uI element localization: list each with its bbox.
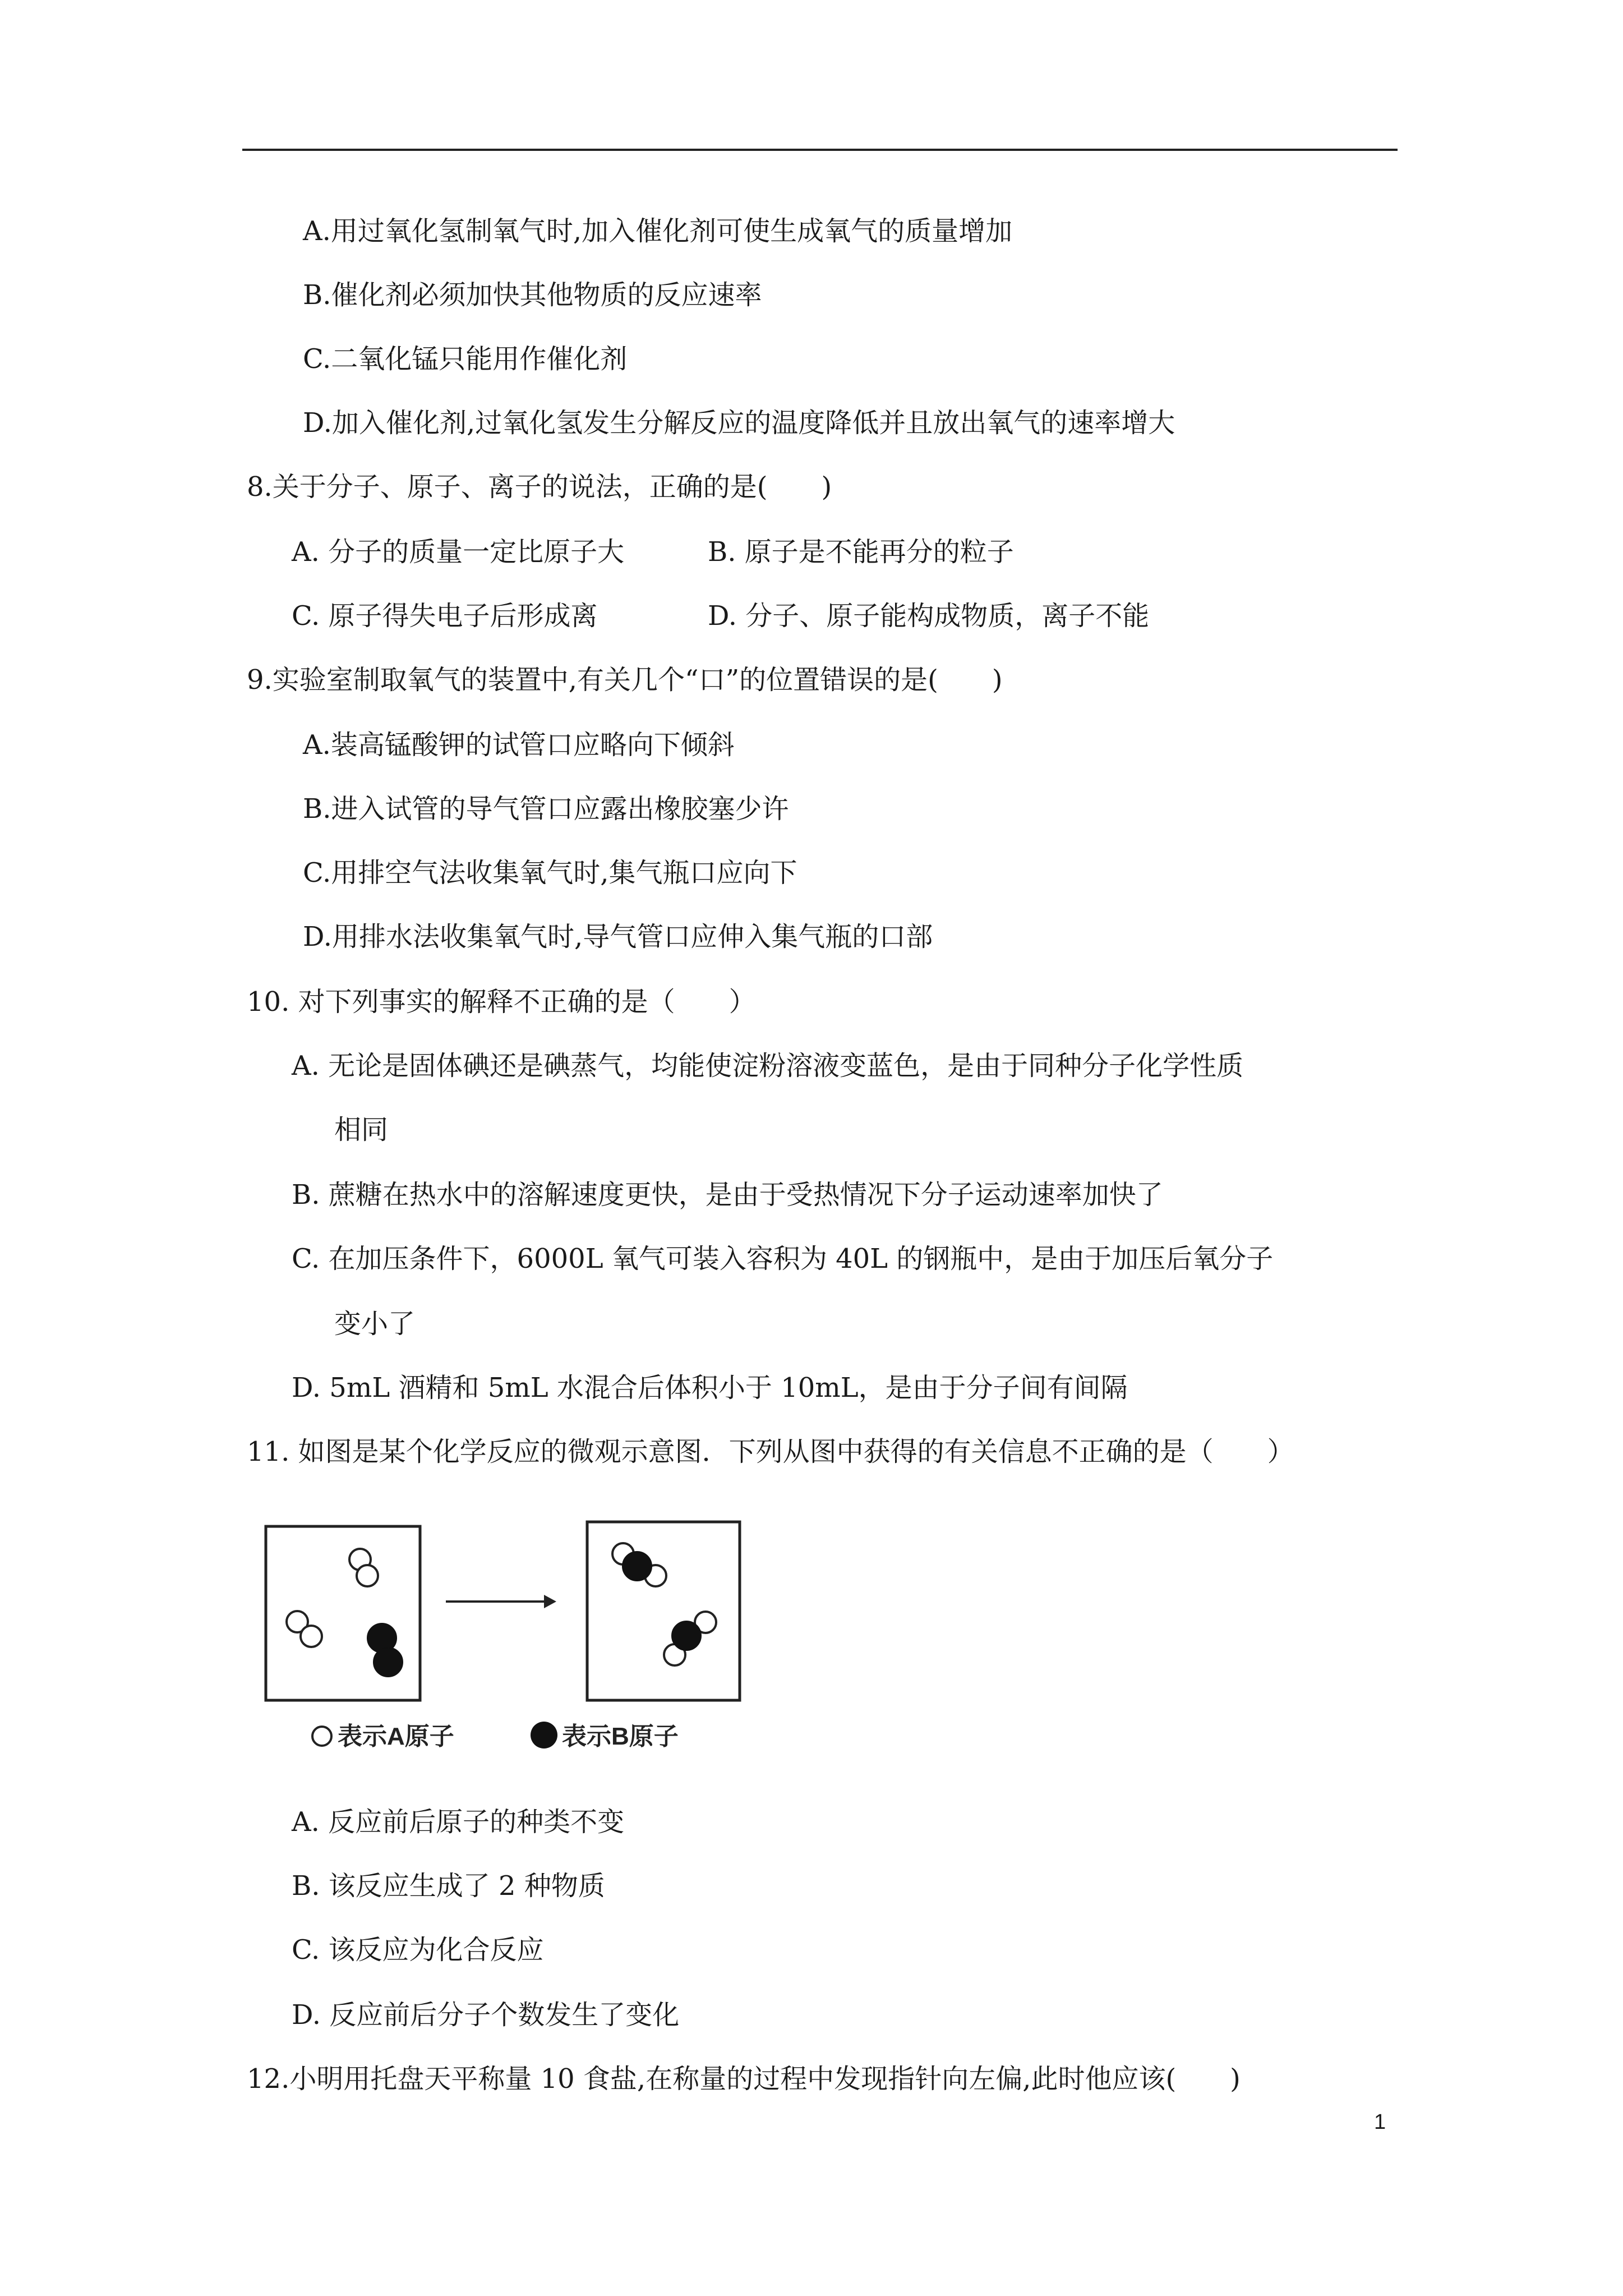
atom-b	[623, 1552, 652, 1581]
legend-a-label: 表示A原子	[338, 1723, 454, 1750]
q8-option-a: A. 分子的质量一定比原子大	[292, 536, 625, 568]
q8-option-c: C. 原子得失电子后形成离	[292, 600, 598, 632]
q12-stem: 12.小明用托盘天平称量 10 食盐,在称量的过程中发现指针向左偏,此时他应该( )	[247, 2063, 1241, 2095]
legend-atom-a-icon	[312, 1727, 331, 1746]
q10-stem: 10. 对下列事实的解释不正确的是（ ）	[247, 986, 756, 1018]
q7-option-a: A.用过氧化氢制氧气时,加入催化剂可使生成氧气的质量增加	[303, 215, 1013, 247]
atom-a	[357, 1565, 378, 1586]
header-rule	[242, 149, 1398, 151]
q9-option-b: B.进入试管的导气管口应露出橡胶塞少许	[303, 793, 789, 825]
q8-stem: 8.关于分子、原子、离子的说法，正确的是( )	[247, 471, 832, 503]
q7-option-d: D.加入催化剂,过氧化氢发生分解反应的温度降低并且放出氧气的速率增大	[303, 407, 1175, 439]
q10-option-a-line2: 相同	[334, 1114, 389, 1145]
q10-option-d: D. 5mL 酒精和 5mL 水混合后体积小于 10mL，是由于分子间有间隔	[292, 1372, 1128, 1404]
q10-option-b: B. 蔗糖在热水中的溶解速度更快，是由于受热情况下分子运动速率加快了	[292, 1179, 1163, 1211]
q11-option-b: B. 该反应生成了 2 种物质	[292, 1870, 605, 1902]
q11-option-d: D. 反应前后分子个数发生了变化	[292, 1999, 680, 2031]
q9-option-a: A.装高锰酸钾的试管口应略向下倾斜	[303, 729, 735, 761]
q10-option-c-line2: 变小了	[334, 1308, 416, 1340]
reaction-diagram	[259, 1517, 753, 1759]
q7-option-b: B.催化剂必须加快其他物质的反应速率	[303, 279, 762, 311]
atom-b	[374, 1648, 403, 1677]
q9-stem: 9.实验室制取氧气的装置中,有关几个“口”的位置错误的是( )	[247, 664, 1003, 696]
q11-option-c: C. 该反应为化合反应	[292, 1934, 544, 1966]
q9-option-d: D.用排水法收集氧气时,导气管口应伸入集气瓶的口部	[303, 921, 933, 953]
reaction-diagram-svg	[259, 1517, 753, 1759]
q10-option-c-line1: C. 在加压条件下，6000L 氧气可装入容积为 40L 的钢瓶中，是由于加压后氧分子	[292, 1243, 1274, 1274]
q11-option-a: A. 反应前后原子的种类不变	[292, 1806, 625, 1838]
arrow-head-icon	[544, 1595, 556, 1608]
page-number: 1	[1374, 2110, 1386, 2134]
q8-option-b: B. 原子是不能再分的粒子	[708, 536, 1014, 568]
q11-stem: 11. 如图是某个化学反应的微观示意图．下列从图中获得的有关信息不正确的是（ ）	[247, 1436, 1294, 1467]
q8-option-d: D. 分子、原子能构成物质，离子不能	[708, 600, 1150, 632]
after-box	[587, 1522, 740, 1700]
legend-b-label: 表示B原子	[562, 1723, 679, 1750]
atom-b	[672, 1621, 701, 1650]
atom-a	[301, 1626, 322, 1647]
q10-option-a-line1: A. 无论是固体碘还是碘蒸气，均能使淀粉溶液变蓝色，是由于同种分子化学性质	[292, 1050, 1244, 1082]
q9-option-c: C.用排空气法收集氧气时,集气瓶口应向下	[303, 857, 797, 889]
q7-option-c: C.二氧化锰只能用作催化剂	[303, 343, 628, 375]
legend-atom-b-icon	[531, 1722, 557, 1749]
